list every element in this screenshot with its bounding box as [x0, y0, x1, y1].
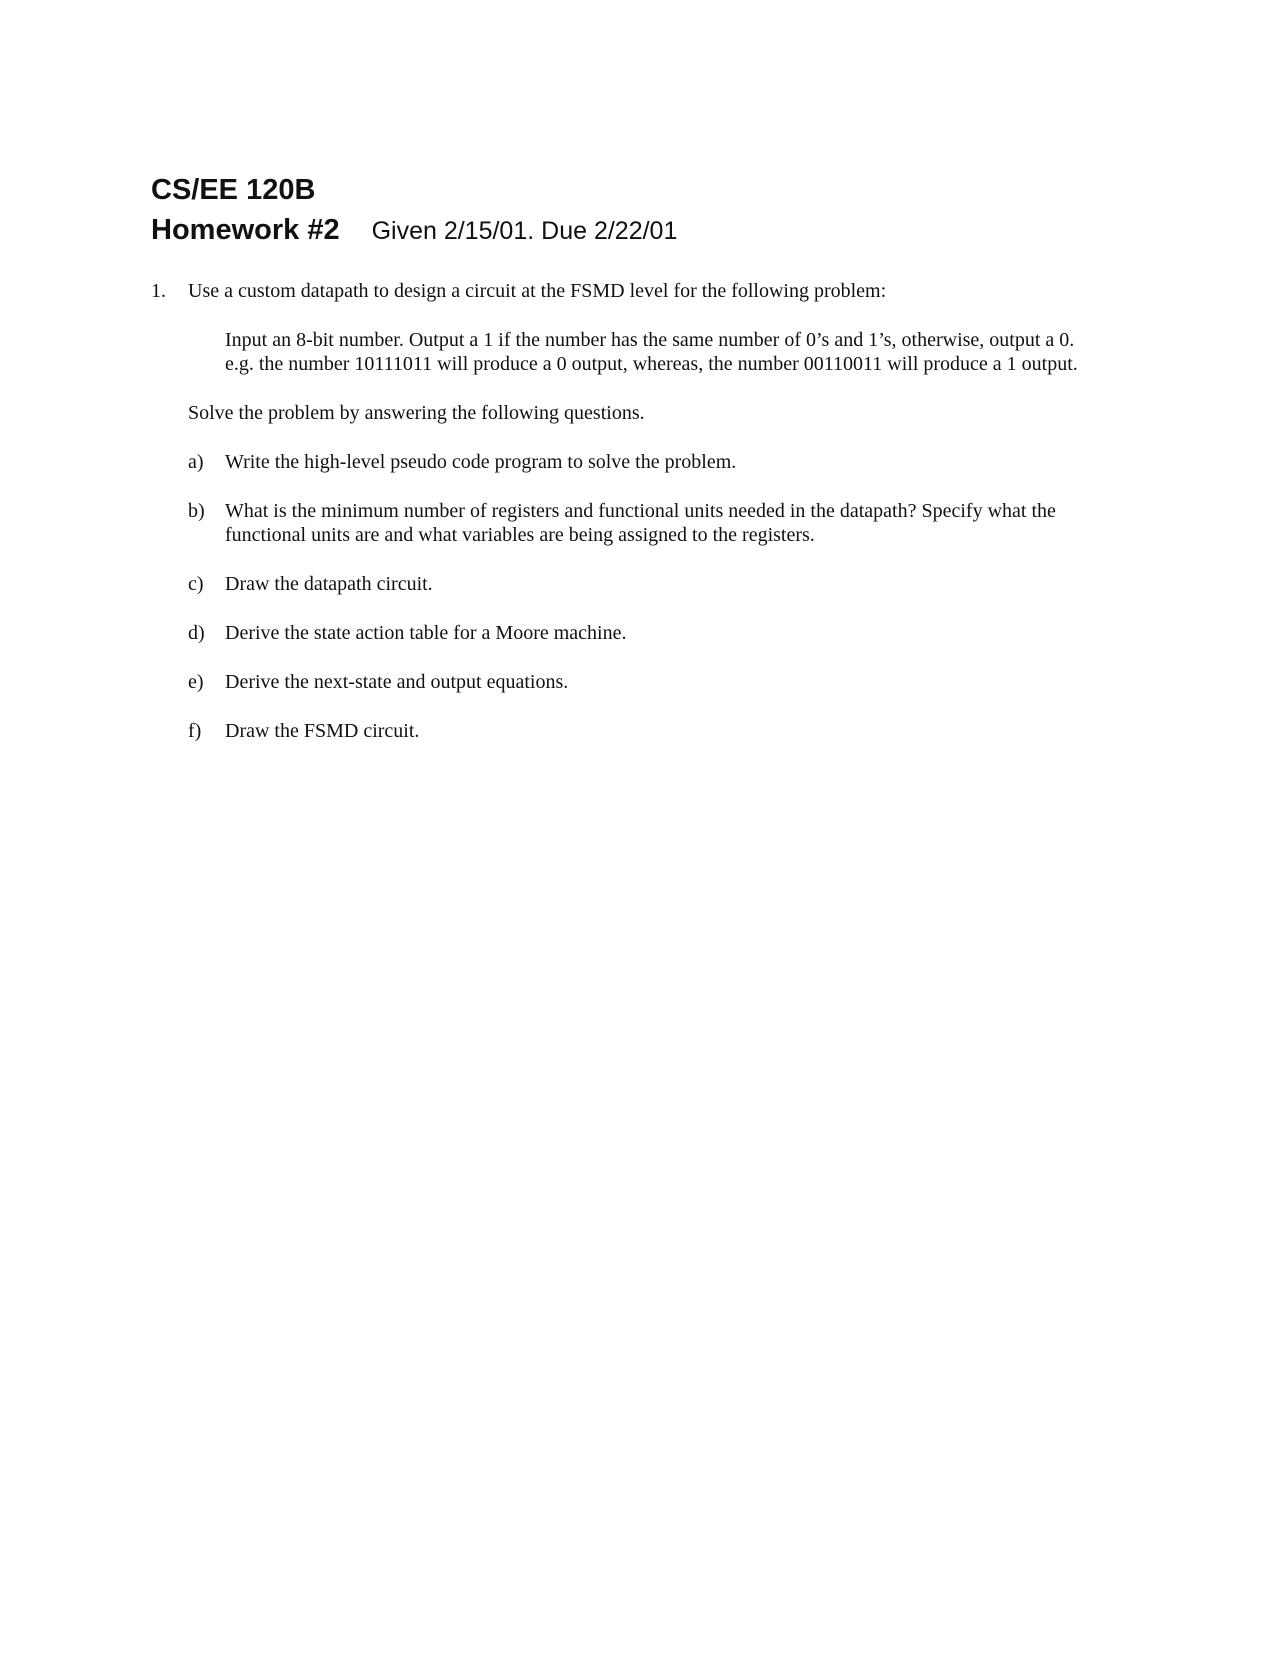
- part-text-a: [225, 450, 736, 474]
- problem-line: e.g. the number 10111011 will produce a 0 output, whereas, the number 00110011 will produce a 1 output.: [225, 353, 1078, 375]
- question-number: 1.: [151, 280, 166, 302]
- homework-dates: Given 2/15/01. Due 2/22/01: [371, 217, 678, 245]
- instruction-text: Solve the problem by answering the following questions.: [188, 402, 645, 424]
- part-line: functional units are and what variables are being assigned to the registers.: [225, 524, 815, 546]
- question-text: Use a custom datapath to design a circuit at the FSMD level for the following problem:: [188, 280, 887, 302]
- part-text-b: [225, 499, 1056, 547]
- part-letter-a: a): [188, 451, 204, 473]
- part-letter-d: d): [188, 622, 205, 644]
- part-letter-c: c): [188, 573, 204, 595]
- part-letter-b: b): [188, 500, 205, 522]
- part-line: Derive the next-state and output equations.: [225, 671, 569, 693]
- homework-header: [151, 213, 677, 248]
- part-line: Draw the datapath circuit.: [225, 573, 433, 595]
- part-line: Draw the FSMD circuit.: [225, 720, 420, 742]
- course-code: CS/EE 120B: [151, 174, 316, 206]
- part-line: What is the minimum number of registers and functional units needed in the datapath? Specify what the: [225, 500, 1056, 522]
- homework-title: Homework #2: [151, 214, 340, 246]
- part-text-f: [225, 719, 419, 743]
- part-text-e: [225, 670, 568, 694]
- part-text-c: [225, 572, 433, 596]
- problem-line: Input an 8-bit number. Output a 1 if the number has the same number of 0’s and 1’s, otherwise, output a 0.: [225, 329, 1075, 351]
- part-line: Write the high-level pseudo code program to solve the problem.: [225, 451, 737, 473]
- part-text-d: [225, 621, 627, 645]
- problem-statement: [225, 328, 1078, 376]
- part-line: Derive the state action table for a Moore machine.: [225, 622, 627, 644]
- part-letter-f: f): [188, 720, 202, 742]
- part-letter-e: e): [188, 671, 204, 693]
